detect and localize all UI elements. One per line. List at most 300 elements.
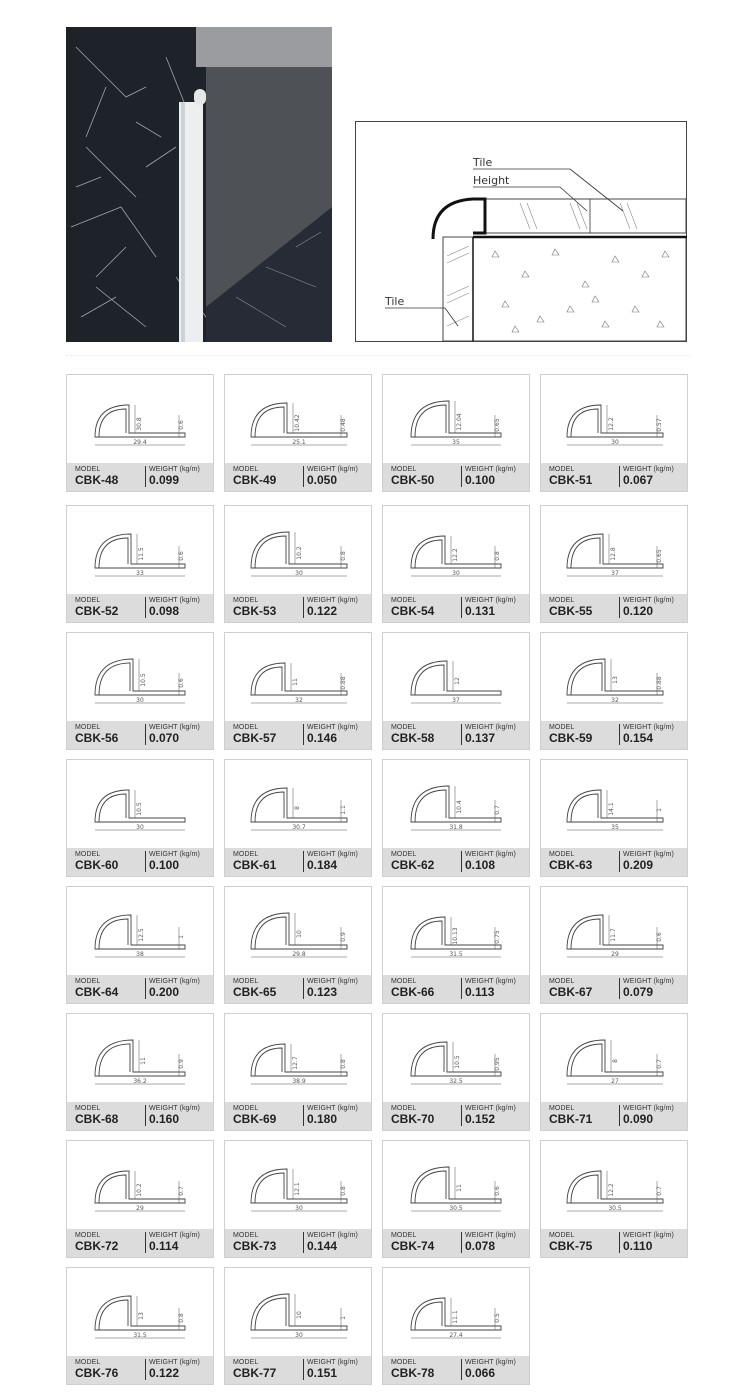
profile-drawing — [383, 760, 529, 848]
height-dimension: 12.2 — [608, 1183, 615, 1197]
width-dimension: 30 — [136, 697, 144, 704]
spec-label — [67, 463, 213, 491]
width-dimension: 30 — [136, 824, 144, 831]
model-value: CBK-56 — [75, 731, 119, 745]
model-caption: MODEL — [233, 1359, 259, 1366]
thickness-dimension: 0.48 — [340, 418, 347, 432]
product-card-cbk-72 — [66, 1140, 214, 1258]
thickness-dimension: 0.8 — [340, 1059, 347, 1069]
spec-label — [225, 1356, 371, 1384]
width-dimension: 30.5 — [608, 1205, 622, 1212]
weight-caption: WEIGHT (kg/m) — [465, 1105, 516, 1112]
model-value: CBK-64 — [75, 985, 119, 999]
spec-label — [67, 1356, 213, 1384]
profile-drawing — [225, 1014, 371, 1102]
thickness-dimension: 1 — [178, 935, 185, 939]
width-dimension: 27 — [611, 1078, 619, 1085]
product-card-cbk-66 — [382, 886, 530, 1004]
height-dimension: 12.8 — [610, 547, 617, 561]
spec-label — [383, 975, 529, 1003]
width-dimension: 29 — [136, 1205, 144, 1212]
model-value: CBK-63 — [549, 858, 593, 872]
height-dimension: 12 — [454, 677, 461, 685]
width-dimension: 32.5 — [449, 1078, 463, 1085]
model-caption: MODEL — [391, 724, 417, 731]
thickness-dimension: 0.7 — [178, 1186, 185, 1196]
label-tile-top: Tile — [473, 156, 493, 169]
weight-value: 0.184 — [307, 858, 338, 872]
product-card-cbk-64 — [66, 886, 214, 1004]
weight-caption: WEIGHT (kg/m) — [307, 1232, 358, 1239]
weight-value: 0.144 — [307, 1239, 338, 1253]
model-caption: MODEL — [391, 1359, 417, 1366]
height-dimension: 12.5 — [138, 928, 145, 942]
installation-diagram — [355, 121, 687, 342]
profile-drawing — [225, 1268, 371, 1356]
weight-value: 0.200 — [149, 985, 180, 999]
weight-caption: WEIGHT (kg/m) — [465, 1232, 516, 1239]
weight-caption: WEIGHT (kg/m) — [465, 597, 516, 604]
profile-drawing — [225, 887, 371, 975]
weight-value: 0.070 — [149, 731, 180, 745]
thickness-dimension: 0.6 — [656, 932, 663, 942]
weight-value: 0.100 — [149, 858, 180, 872]
weight-caption: WEIGHT (kg/m) — [149, 978, 200, 985]
thickness-dimension: 0.9 — [340, 932, 347, 942]
height-dimension: 10.5 — [140, 673, 147, 687]
profile-drawing — [383, 887, 529, 975]
weight-caption: WEIGHT (kg/m) — [307, 1105, 358, 1112]
thickness-dimension: 0.65 — [656, 549, 663, 563]
model-value: CBK-65 — [233, 985, 277, 999]
weight-value: 0.180 — [307, 1112, 338, 1126]
thickness-dimension: 0.8 — [178, 1313, 185, 1323]
model-caption: MODEL — [549, 1105, 575, 1112]
height-dimension: 30.8 — [136, 417, 143, 431]
model-value: CBK-49 — [233, 473, 277, 487]
model-value: CBK-66 — [391, 985, 435, 999]
model-caption: MODEL — [75, 597, 101, 604]
weight-caption: WEIGHT (kg/m) — [149, 1105, 200, 1112]
product-card-cbk-57 — [224, 632, 372, 750]
model-value: CBK-69 — [233, 1112, 277, 1126]
weight-caption: WEIGHT (kg/m) — [623, 851, 674, 858]
profile-drawing — [67, 1014, 213, 1102]
model-value: CBK-67 — [549, 985, 593, 999]
height-dimension: 8 — [612, 1059, 619, 1063]
weight-value: 0.120 — [623, 604, 654, 618]
weight-value: 0.078 — [465, 1239, 496, 1253]
thickness-dimension: 0.6 — [494, 1186, 501, 1196]
thickness-dimension: 0.7 — [494, 805, 501, 815]
width-dimension: 29 — [611, 951, 619, 958]
thickness-dimension: 0.8 — [340, 551, 347, 561]
weight-caption: WEIGHT (kg/m) — [307, 597, 358, 604]
height-dimension: 10.4 — [456, 800, 463, 814]
height-dimension: 13 — [612, 676, 619, 684]
spec-label — [225, 594, 371, 622]
profile-drawing — [225, 760, 371, 848]
width-dimension: 27.4 — [449, 1332, 463, 1339]
spec-label — [67, 594, 213, 622]
height-dimension: 11.7 — [610, 928, 617, 942]
weight-caption: WEIGHT (kg/m) — [623, 1232, 674, 1239]
thickness-dimension: 1 — [656, 808, 663, 812]
spec-label — [541, 721, 687, 749]
height-dimension: 11 — [140, 1057, 147, 1065]
product-card-cbk-62 — [382, 759, 530, 877]
weight-value: 0.098 — [149, 604, 180, 618]
profile-drawing — [541, 375, 687, 463]
weight-value: 0.108 — [465, 858, 496, 872]
height-dimension: 11.5 — [138, 547, 145, 561]
weight-value: 0.079 — [623, 985, 654, 999]
thickness-dimension: 0.95 — [494, 1057, 501, 1071]
spec-label — [225, 975, 371, 1003]
product-card-cbk-55 — [540, 505, 688, 623]
model-caption: MODEL — [549, 1232, 575, 1239]
spec-label — [383, 1229, 529, 1257]
profile-drawing — [383, 375, 529, 463]
model-caption: MODEL — [233, 978, 259, 985]
model-caption: MODEL — [549, 978, 575, 985]
spec-label — [225, 1229, 371, 1257]
model-caption: MODEL — [391, 1232, 417, 1239]
weight-value: 0.209 — [623, 858, 654, 872]
width-dimension: 38 — [136, 951, 144, 958]
model-caption: MODEL — [233, 466, 259, 473]
weight-value: 0.146 — [307, 731, 338, 745]
profile-drawing — [383, 506, 529, 594]
weight-value: 0.123 — [307, 985, 338, 999]
product-card-cbk-58 — [382, 632, 530, 750]
thickness-dimension: 0.6 — [178, 420, 185, 430]
weight-value: 0.152 — [465, 1112, 496, 1126]
weight-value: 0.137 — [465, 731, 496, 745]
thickness-dimension: 0.88 — [340, 676, 347, 690]
weight-caption: WEIGHT (kg/m) — [149, 851, 200, 858]
height-dimension: 10.13 — [452, 927, 459, 945]
spec-label — [383, 721, 529, 749]
weight-value: 0.066 — [465, 1366, 496, 1380]
spec-label — [67, 848, 213, 876]
height-dimension: 10.2 — [136, 1183, 143, 1197]
model-value: CBK-62 — [391, 858, 435, 872]
model-caption: MODEL — [233, 1105, 259, 1112]
spec-label — [541, 463, 687, 491]
width-dimension: 30 — [611, 439, 619, 446]
weight-value: 0.099 — [149, 473, 180, 487]
weight-caption: WEIGHT (kg/m) — [623, 466, 674, 473]
product-card-cbk-53 — [224, 505, 372, 623]
product-card-cbk-63 — [540, 759, 688, 877]
model-value: CBK-52 — [75, 604, 119, 618]
thickness-dimension: 0.9 — [178, 1059, 185, 1069]
profile-drawing — [383, 1268, 529, 1356]
thickness-dimension: 0.5 — [494, 1313, 501, 1323]
thickness-dimension: 0.57 — [656, 418, 663, 432]
thickness-dimension: 0.8 — [494, 551, 501, 561]
thickness-dimension: 1 — [340, 1316, 347, 1320]
height-dimension: 10.5 — [136, 802, 143, 816]
weight-caption: WEIGHT (kg/m) — [465, 851, 516, 858]
width-dimension: 37 — [452, 697, 460, 704]
weight-value: 0.113 — [465, 985, 495, 999]
profile-drawing — [67, 633, 213, 721]
width-dimension: 30 — [452, 570, 460, 577]
weight-caption: WEIGHT (kg/m) — [149, 1232, 200, 1239]
model-caption: MODEL — [391, 597, 417, 604]
spec-label — [225, 721, 371, 749]
width-dimension: 30 — [295, 1205, 303, 1212]
model-caption: MODEL — [391, 1105, 417, 1112]
profile-drawing — [541, 1014, 687, 1102]
weight-caption: WEIGHT (kg/m) — [149, 1359, 200, 1366]
weight-value: 0.050 — [307, 473, 338, 487]
product-photo — [66, 27, 332, 342]
thickness-dimension: 0.7 — [656, 1059, 663, 1069]
model-value: CBK-76 — [75, 1366, 119, 1380]
thickness-dimension: 0.88 — [656, 676, 663, 690]
spec-label — [67, 1102, 213, 1130]
weight-caption: WEIGHT (kg/m) — [623, 1105, 674, 1112]
height-dimension: 11 — [456, 1184, 463, 1192]
product-card-cbk-76 — [66, 1267, 214, 1385]
weight-caption: WEIGHT (kg/m) — [307, 1359, 358, 1366]
model-caption: MODEL — [549, 851, 575, 858]
profile-drawing — [225, 633, 371, 721]
width-dimension: 37 — [611, 570, 619, 577]
product-card-cbk-54 — [382, 505, 530, 623]
width-dimension: 31.5 — [133, 1332, 147, 1339]
profile-drawing — [67, 375, 213, 463]
model-value: CBK-58 — [391, 731, 435, 745]
weight-caption: WEIGHT (kg/m) — [307, 851, 358, 858]
model-value: CBK-57 — [233, 731, 277, 745]
product-card-cbk-68 — [66, 1013, 214, 1131]
model-value: CBK-70 — [391, 1112, 435, 1126]
model-caption: MODEL — [391, 466, 417, 473]
height-dimension: 12.2 — [452, 548, 459, 562]
spec-label — [541, 975, 687, 1003]
profile-drawing — [225, 375, 371, 463]
model-value: CBK-61 — [233, 858, 277, 872]
weight-value: 0.090 — [623, 1112, 654, 1126]
thickness-dimension: 0.8 — [340, 1186, 347, 1196]
model-caption: MODEL — [233, 851, 259, 858]
profile-drawing — [541, 1141, 687, 1229]
product-card-cbk-67 — [540, 886, 688, 1004]
product-card-cbk-60 — [66, 759, 214, 877]
spec-label — [225, 848, 371, 876]
model-value: CBK-72 — [75, 1239, 119, 1253]
thickness-dimension: 0.65 — [494, 418, 501, 432]
height-dimension: 14.1 — [608, 802, 615, 816]
spec-label — [67, 721, 213, 749]
weight-caption: WEIGHT (kg/m) — [307, 724, 358, 731]
width-dimension: 32 — [295, 697, 303, 704]
height-dimension: 12.04 — [456, 413, 463, 431]
model-caption: MODEL — [549, 724, 575, 731]
model-value: CBK-59 — [549, 731, 593, 745]
product-card-cbk-74 — [382, 1140, 530, 1258]
thickness-dimension: 0.6 — [178, 678, 185, 688]
height-dimension: 10 — [296, 930, 303, 938]
product-card-cbk-77 — [224, 1267, 372, 1385]
profile-drawing — [383, 1141, 529, 1229]
height-dimension: 11 — [292, 678, 299, 686]
product-card-cbk-78 — [382, 1267, 530, 1385]
width-dimension: 35 — [452, 439, 460, 446]
model-caption: MODEL — [75, 724, 101, 731]
label-tile-side: Tile — [385, 295, 405, 308]
profile-drawing — [383, 1014, 529, 1102]
weight-caption: WEIGHT (kg/m) — [465, 466, 516, 473]
weight-value: 0.131 — [465, 604, 496, 618]
weight-value: 0.122 — [149, 1366, 180, 1380]
width-dimension: 38.9 — [292, 1078, 306, 1085]
height-dimension: 8 — [294, 806, 301, 810]
weight-caption: WEIGHT (kg/m) — [307, 978, 358, 985]
model-caption: MODEL — [391, 978, 417, 985]
product-card-cbk-70 — [382, 1013, 530, 1131]
weight-caption: WEIGHT (kg/m) — [465, 978, 516, 985]
model-value: CBK-55 — [549, 604, 593, 618]
divider — [66, 355, 690, 357]
thickness-dimension: 1.1 — [340, 805, 347, 815]
weight-caption: WEIGHT (kg/m) — [465, 724, 516, 731]
weight-caption: WEIGHT (kg/m) — [149, 597, 200, 604]
width-dimension: 35 — [611, 824, 619, 831]
weight-caption: WEIGHT (kg/m) — [307, 466, 358, 473]
model-value: CBK-78 — [391, 1366, 435, 1380]
spec-label — [383, 463, 529, 491]
model-caption: MODEL — [549, 466, 575, 473]
width-dimension: 31.8 — [449, 824, 463, 831]
profile-drawing — [225, 506, 371, 594]
weight-value: 0.114 — [149, 1239, 179, 1253]
height-dimension: 12.7 — [292, 1056, 299, 1070]
profile-drawing — [225, 1141, 371, 1229]
product-card-cbk-49 — [224, 374, 372, 492]
width-dimension: 36.2 — [133, 1078, 147, 1085]
spec-label — [67, 1229, 213, 1257]
width-dimension: 30 — [295, 1332, 303, 1339]
product-card-cbk-69 — [224, 1013, 372, 1131]
weight-value: 0.067 — [623, 473, 654, 487]
product-card-cbk-56 — [66, 632, 214, 750]
height-dimension: 13 — [138, 1312, 145, 1320]
spec-label — [541, 1102, 687, 1130]
profile-drawing — [67, 506, 213, 594]
model-value: CBK-51 — [549, 473, 593, 487]
model-caption: MODEL — [75, 851, 101, 858]
weight-caption: WEIGHT (kg/m) — [623, 724, 674, 731]
product-card-cbk-71 — [540, 1013, 688, 1131]
width-dimension: 32 — [611, 697, 619, 704]
model-caption: MODEL — [391, 851, 417, 858]
weight-value: 0.110 — [623, 1239, 653, 1253]
profile-drawing — [541, 633, 687, 721]
weight-caption: WEIGHT (kg/m) — [149, 466, 200, 473]
model-value: CBK-73 — [233, 1239, 277, 1253]
spec-label — [383, 594, 529, 622]
weight-value: 0.151 — [307, 1366, 338, 1380]
model-value: CBK-75 — [549, 1239, 593, 1253]
spec-label — [541, 848, 687, 876]
width-dimension: 25.1 — [292, 439, 306, 446]
width-dimension: 33 — [136, 570, 144, 577]
product-card-cbk-75 — [540, 1140, 688, 1258]
spec-label — [225, 463, 371, 491]
height-dimension: 10.5 — [454, 1055, 461, 1069]
product-card-cbk-52 — [66, 505, 214, 623]
spec-label — [383, 1356, 529, 1384]
model-value: CBK-54 — [391, 604, 435, 618]
height-dimension: 11.1 — [452, 1310, 459, 1324]
spec-label — [383, 1102, 529, 1130]
model-value: CBK-68 — [75, 1112, 119, 1126]
profile-drawing — [67, 887, 213, 975]
model-caption: MODEL — [549, 597, 575, 604]
model-caption: MODEL — [75, 1105, 101, 1112]
weight-value: 0.160 — [149, 1112, 180, 1126]
model-caption: MODEL — [233, 724, 259, 731]
spec-label — [225, 1102, 371, 1130]
weight-caption: WEIGHT (kg/m) — [623, 978, 674, 985]
label-height: Height — [473, 174, 510, 187]
thickness-dimension: 0.6 — [178, 551, 185, 561]
profile-drawing — [67, 1141, 213, 1229]
height-dimension: 12.2 — [608, 417, 615, 431]
width-dimension: 30.5 — [449, 1205, 463, 1212]
thickness-dimension: 0.7 — [656, 1186, 663, 1196]
thickness-dimension: 0.75 — [494, 930, 501, 944]
model-value: CBK-60 — [75, 858, 119, 872]
width-dimension: 30 — [295, 570, 303, 577]
profile-drawing — [383, 633, 529, 721]
model-value: CBK-50 — [391, 473, 435, 487]
weight-caption: WEIGHT (kg/m) — [149, 724, 200, 731]
spec-label — [67, 975, 213, 1003]
height-dimension: 12.1 — [294, 1182, 301, 1196]
weight-value: 0.122 — [307, 604, 338, 618]
profile-drawing — [541, 887, 687, 975]
product-card-cbk-48 — [66, 374, 214, 492]
model-value: CBK-77 — [233, 1366, 277, 1380]
width-dimension: 29.4 — [133, 439, 147, 446]
model-caption: MODEL — [75, 1359, 101, 1366]
spec-label — [383, 848, 529, 876]
profile-drawing — [541, 760, 687, 848]
model-caption: MODEL — [75, 1232, 101, 1239]
model-caption: MODEL — [75, 978, 101, 985]
product-card-cbk-73 — [224, 1140, 372, 1258]
model-value: CBK-74 — [391, 1239, 435, 1253]
product-grid — [66, 374, 690, 1394]
spec-label — [541, 1229, 687, 1257]
width-dimension: 30.7 — [292, 824, 306, 831]
width-dimension: 31.5 — [449, 951, 463, 958]
profile-drawing — [541, 506, 687, 594]
model-caption: MODEL — [233, 597, 259, 604]
weight-value: 0.154 — [623, 731, 654, 745]
weight-value: 0.100 — [465, 473, 496, 487]
model-caption: MODEL — [233, 1232, 259, 1239]
product-card-cbk-51 — [540, 374, 688, 492]
width-dimension: 29.8 — [292, 951, 306, 958]
height-dimension: 10.2 — [296, 546, 303, 560]
